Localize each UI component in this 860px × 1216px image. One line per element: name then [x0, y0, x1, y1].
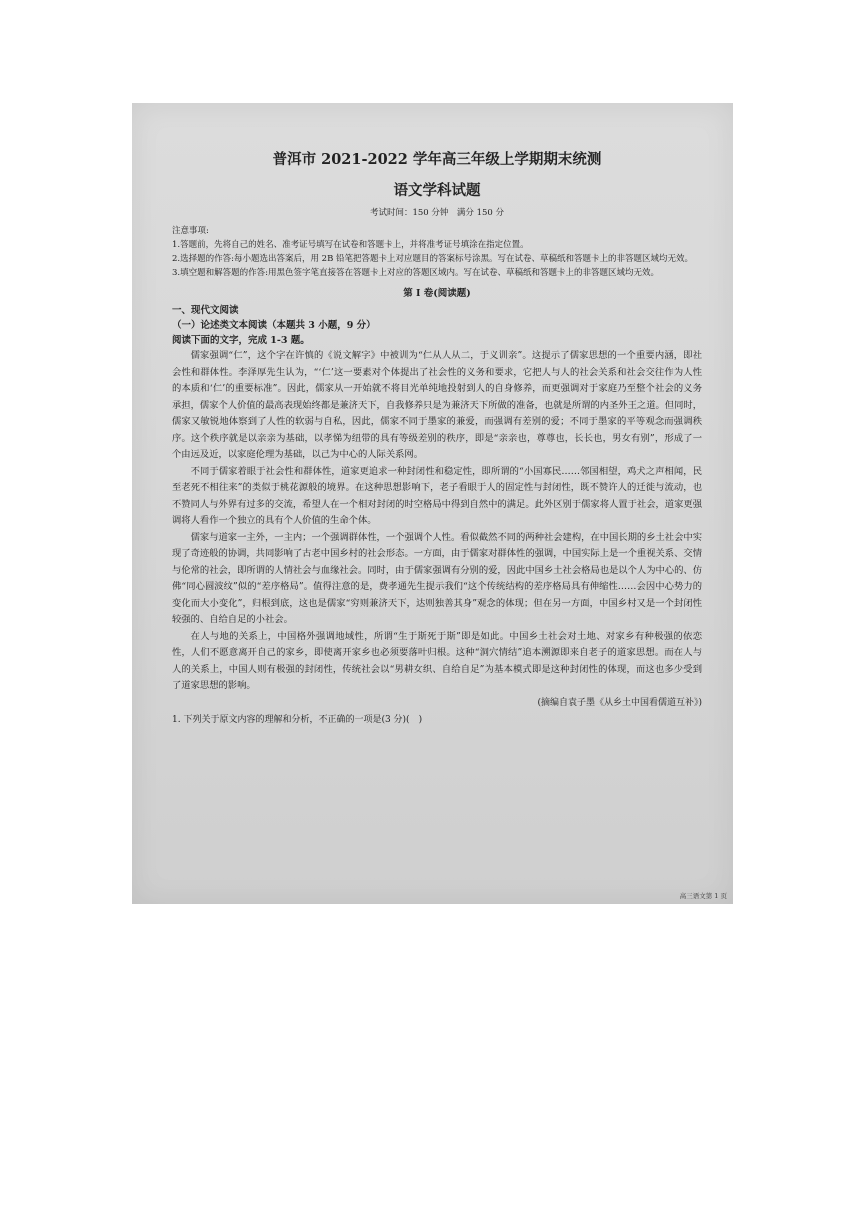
note-item: 1.答题前，先将自己的姓名、准考证号填写在试卷和答题卡上，并将准考证号填涂在指定位置。	[172, 240, 529, 250]
section-title: 一、现代文阅读	[172, 305, 239, 316]
passage-paragraph: 不同于儒家着眼于社会性和群体性，道家更追求一种封闭性和稳定性，即所谓的“小国寡民……邻国相望，鸡犬之声相闻，民至老死不相往来”的类似于桃花源般的境界。在这种思想影响下，老子看眼于人的固定性与封闭性，既不赞许人的迁徙与流动，也不赞同人与外界有过多的交流，希望人在一个相对封闭的时空格局中得到自然中的满足。此外区别于儒家将人置于社会，道家更强调将人看作一个独立的具有个人价值的生命个体。	[172, 465, 702, 526]
paper-content	[172, 148, 702, 729]
subject-title: 语文学科试题	[393, 182, 481, 199]
exam-paper-photo	[132, 103, 733, 904]
section-heading	[172, 303, 702, 348]
note-item: 3.填空题和解答题的作答:用黑色签字笔直接答在答题卡上对应的答题区域内。写在试卷、草稿纸和答题卡上的非答题区域均无效。	[172, 268, 659, 278]
exam-title: 普洱市 2021-2022 学年高三年级上学期期末统测	[272, 151, 602, 168]
passage-paragraph: 儒家与道家一主外，一主内；一个强调群体性，一个强调个人性。看似截然不同的两种社会建构，在中国长期的乡土社会中实现了奇迹般的协调，共同影响了古老中国乡村的社会形态。一方面，由于儒家对群体性的强调，中国实际上是一个重视关系、交情与伦常的社会，即所谓的人情社会与血缘社会。同时，由于儒家强调有分别的爱，因此中国乡土社会格局也是以个人为中心的、仿佛“同心圆波纹”似的“差序格局”。值得注意的是，费孝通先生提示我们“这个传统结构的差序格局具有伸缩性……会因中心势力的变化而大小变化”，归根到底，这也是儒家“穷则兼济天下，达则独善其身”观念的体现；但在另一方面，中国乡村又是一个封闭性较强的、自给自足的小社会。	[172, 531, 702, 625]
notes-block	[172, 224, 702, 280]
notes-label: 注意事项:	[172, 226, 209, 236]
passage-source: (摘编自袁子墨《从乡土中国看儒道互补》)	[537, 697, 702, 708]
part-title: 第 I 卷(阅读题)	[403, 288, 471, 299]
note-item: 2.选择题的作答:每小题选出答案后，用 2B 铅笔把答题卡上对应题目的答案标号涂黑。写在试卷、草稿纸和答题卡上的非答题区域均无效。	[172, 254, 694, 264]
subsection-title: （一）论述类文本阅读（本题共 3 小题，9 分）	[172, 320, 376, 331]
reading-instruction: 阅读下面的文字，完成 1-3 题。	[172, 335, 310, 346]
page-footer: 高三语文第 1 页	[679, 892, 727, 900]
passage-paragraph: 在人与地的关系上，中国格外强调地域性，所谓“生于斯死于斯”即是如此。中国乡土社会对土地、对家乡有种极强的依恋性，人们不愿意离开自己的家乡，即使离开家乡也必须要落叶归根。这种“洞穴情结”追本溯源即来自老子的道家思想。而在人与人的关系上，中国人则有极强的封闭性，传统社会以“男耕女织、自给自足”为基本模式即是这种封闭性的体现，而这也多少受到了道家思想的影响。	[172, 630, 702, 691]
exam-info: 考试时间：150 分钟 满分 150 分	[369, 208, 505, 218]
question-1: 1. 下列关于原文内容的理解和分析，不正确的一项是(3 分)( )	[172, 714, 423, 725]
passage-paragraph: 儒家强调“仁”，这个字在许慎的《说文解字》中被训为“仁从人从二，于义训亲”。这提示了儒家思想的一个重要内涵，即社会性和群体性。李泽厚先生认为，“‘仁’这一要素对个体提出了社会性的义务和要求，它把人与人的社会关系和社会交往作为人性的本质和‘仁’的重要标准”。因此，儒家从一开始就不将目光单纯地投射到人的自身修养，而更强调对于家庭乃至整个社会的义务承担，儒家个人价值的最高表现始终都是兼济天下，自我修养只是为兼济天下所做的准备，也就是所谓的内圣外王之道。但同时，儒家又敏锐地体察到了人性的软弱与自私，因此，儒家不同于墨家的兼爱，而强调有差别的爱；不同于墨家的平等观念而强调秩序。这个秩序就是以亲亲为基础，以孝悌为纽带的具有等级差别的秩序，即是“亲亲也，尊尊也，长长也，男女有别”，形成了一个由远及近，以家庭伦理为基础，以己为中心的人际关系网。	[172, 350, 702, 460]
